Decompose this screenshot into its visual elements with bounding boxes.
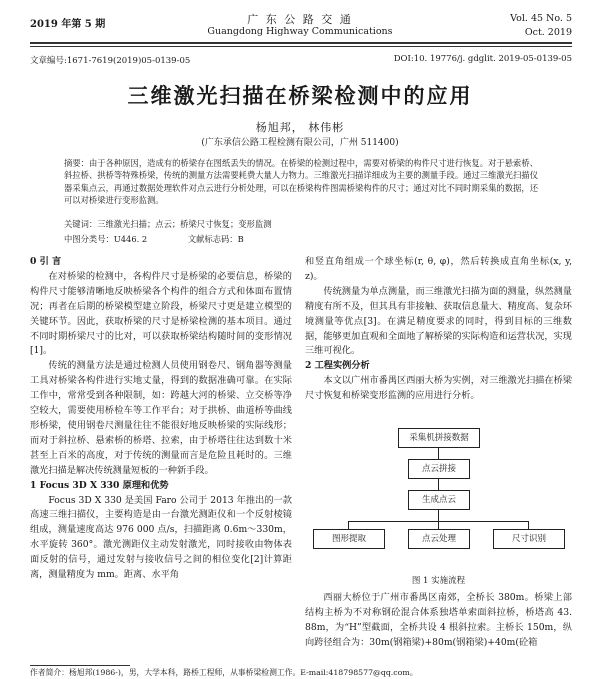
footnote-rule bbox=[30, 665, 130, 666]
volume-number: Vol. 45 No. 5 bbox=[510, 13, 572, 24]
flowchart-arrow bbox=[438, 447, 439, 459]
authors: 杨旭邦， 林伟彬 bbox=[255, 121, 345, 134]
flowchart-box-collect: 采集机拼接数据 bbox=[398, 428, 480, 448]
left-column bbox=[30, 255, 292, 583]
issue-date: Oct. 2019 bbox=[524, 27, 572, 38]
header-rule-thin bbox=[30, 46, 572, 47]
affiliation: (广东承信公路工程检测有限公司，广州 511400) bbox=[201, 138, 399, 148]
paragraph: 西丽大桥位于广州市番禺区南郊，全桥长 380m。桥梁上部结构主桥为不对称钢砼混合体系独塔单索面斜拉桥，桥塔高 43. 88m，为“H”型截面，全桥共设 4 根斜拉索。主桥长 150m，纵向跨径组合为：30m(钢箱梁)+80m(钢箱梁)+40m(砼箱 bbox=[305, 592, 572, 648]
header-rule-thick bbox=[30, 42, 572, 44]
flowchart-arrow bbox=[528, 521, 529, 529]
paragraph: Focus 3D X 330 是美国 Faro 公司于 2013 年推出的一款高速三维扫描仪，主要构造是由一台激光测距仪和一个反射棱镜组成，测量速度高达 976 000 点/s，扫描距离 0.6m～330m，水平旋转 360°。激光测距仪主动发射激光，同时接收由物体表面反射的信号，通过发射与接收信号之间的相位变化[2]计算距离，测量精度为 mm。距离、水平角 bbox=[30, 494, 292, 581]
right-column bbox=[305, 255, 572, 404]
flowchart-arrow bbox=[348, 521, 349, 529]
volume-info bbox=[510, 12, 572, 40]
paper-title: 三维激光扫描在桥梁检测中的应用 bbox=[127, 83, 473, 108]
flowchart-arrow bbox=[438, 478, 439, 490]
flowchart-arrow bbox=[438, 521, 439, 529]
abstract: 摘要：由于各种原因，造成有的桥梁存在图纸丢失的情况。在桥梁的检测过程中，需要对桥梁的构件尺寸进行恢复。对于悬索桥、斜拉桥、拱桥等特殊桥梁，传统的测量方法需要耗费大量人力物力。三维激光扫描详细成为主要的测量手段。通过三维激光扫描仪器采集点云，再通过数据处理软件对点云进行分析处理，可以在桥梁构件图需桥梁构件的尺寸；通过对比不同时期采集的数据，还可以对桥梁进行变形监测。 bbox=[64, 158, 538, 206]
article-number: 文章编号:1671-7619(2019)05-0139-05 bbox=[30, 56, 191, 66]
doi: DOI:10. 19776/j. gdglit. 2019-05-0139-05 bbox=[393, 54, 572, 64]
flowchart-box-dimension: 尺寸识别 bbox=[493, 529, 565, 549]
right-column-continued bbox=[305, 591, 572, 651]
figure-caption: 图 1 实施流程 bbox=[411, 576, 466, 586]
section-heading-case-study: 2 工程实例分析 bbox=[305, 360, 370, 372]
clc-number: 中图分类号：U446. 2 bbox=[64, 234, 148, 244]
classification bbox=[64, 233, 538, 245]
keywords: 关键词：三维激光扫描；点云；桥梁尺寸恢复；变形监测 bbox=[64, 219, 272, 229]
journal-name-cn: 广 东 公 路 交 通 bbox=[247, 13, 353, 26]
flowchart-arrow bbox=[438, 509, 439, 521]
flowchart-box-generate: 生成点云 bbox=[408, 490, 470, 510]
author-footnote: 作者简介：杨旭邦(1986-)，男，大学本科，路桥工程师，从事桥梁检测工作。E-mail:418798577@qq.com。 bbox=[30, 668, 418, 677]
journal-name-en: Guangdong Highway Communications bbox=[207, 26, 393, 37]
flowchart-box-process: 点云处理 bbox=[408, 529, 470, 549]
paragraph: 和竖直角组成一个球坐标(r, θ, φ)，然后转换成直角坐标(x, y, z)。 bbox=[305, 256, 572, 282]
paragraph: 传统的测量方法是通过检测人员使用钢卷尺、钢角器等测量工具对桥梁各构件进行实地丈量，得到的数据准确可靠。在实际工作中，常常受到各种限制，如：跨越大河的桥梁、立交桥等净空较大，需要使用桥检车等工作平台；对于拱桥、曲道桥等曲线形桥梁，使用钢卷尺测量往往不能很好地反映桥梁的实际线形；而对于斜拉桥、悬索桥的桥塔、拉索，由于桥塔往往达到数十米甚至上百米的高度，对于传统的测量而言是危险且耗时的。三维激光扫描是解决传统测量短板的一种新手段。 bbox=[30, 360, 292, 476]
section-heading-intro: 0 引 言 bbox=[30, 256, 62, 267]
flowchart-box-register: 点云拼接 bbox=[408, 459, 470, 479]
document-code: 文献标志码：B bbox=[187, 234, 244, 244]
paragraph: 在对桥梁的检测中，各构件尺寸是桥梁的必要信息，桥梁的构件尺寸能够清晰地反映桥梁各个构件的组合方式和体面布置情况；再者在后期的桥梁模型建立阶段，桥梁尺寸更是建立模型的关键环节。因此，获取桥梁的尺寸是桥梁检测的基本项目。通过不同时期桥梁尺寸的比对，可以获取桥梁结构随时间的变形情况[1]。 bbox=[30, 270, 292, 357]
issue-label: 2019 年第 5 期 bbox=[30, 19, 106, 30]
paragraph: 传统测量为单点测量，而三维激光扫描为面的测量，纵然测量精度有所不及，但其具有非接触、获取信息量大、精度高、复杂环境测量等优点[3]。在满足精度要求的同时，得到目标的三维数据，能够更加直观和全面地了解桥梁的实际构造和运营状况，实现三维可视化。 bbox=[305, 285, 572, 357]
flowchart-figure bbox=[305, 425, 572, 573]
section-heading-principle: 1 Focus 3D X 330 原理和优势 bbox=[30, 479, 169, 491]
paragraph: 本文以广州市番禺区西丽大桥为实例，对三维激光扫描在桥梁尺寸恢复和桥梁变形监测的应用进行分析。 bbox=[305, 375, 572, 402]
flowchart-box-extract: 图形提取 bbox=[313, 529, 385, 549]
